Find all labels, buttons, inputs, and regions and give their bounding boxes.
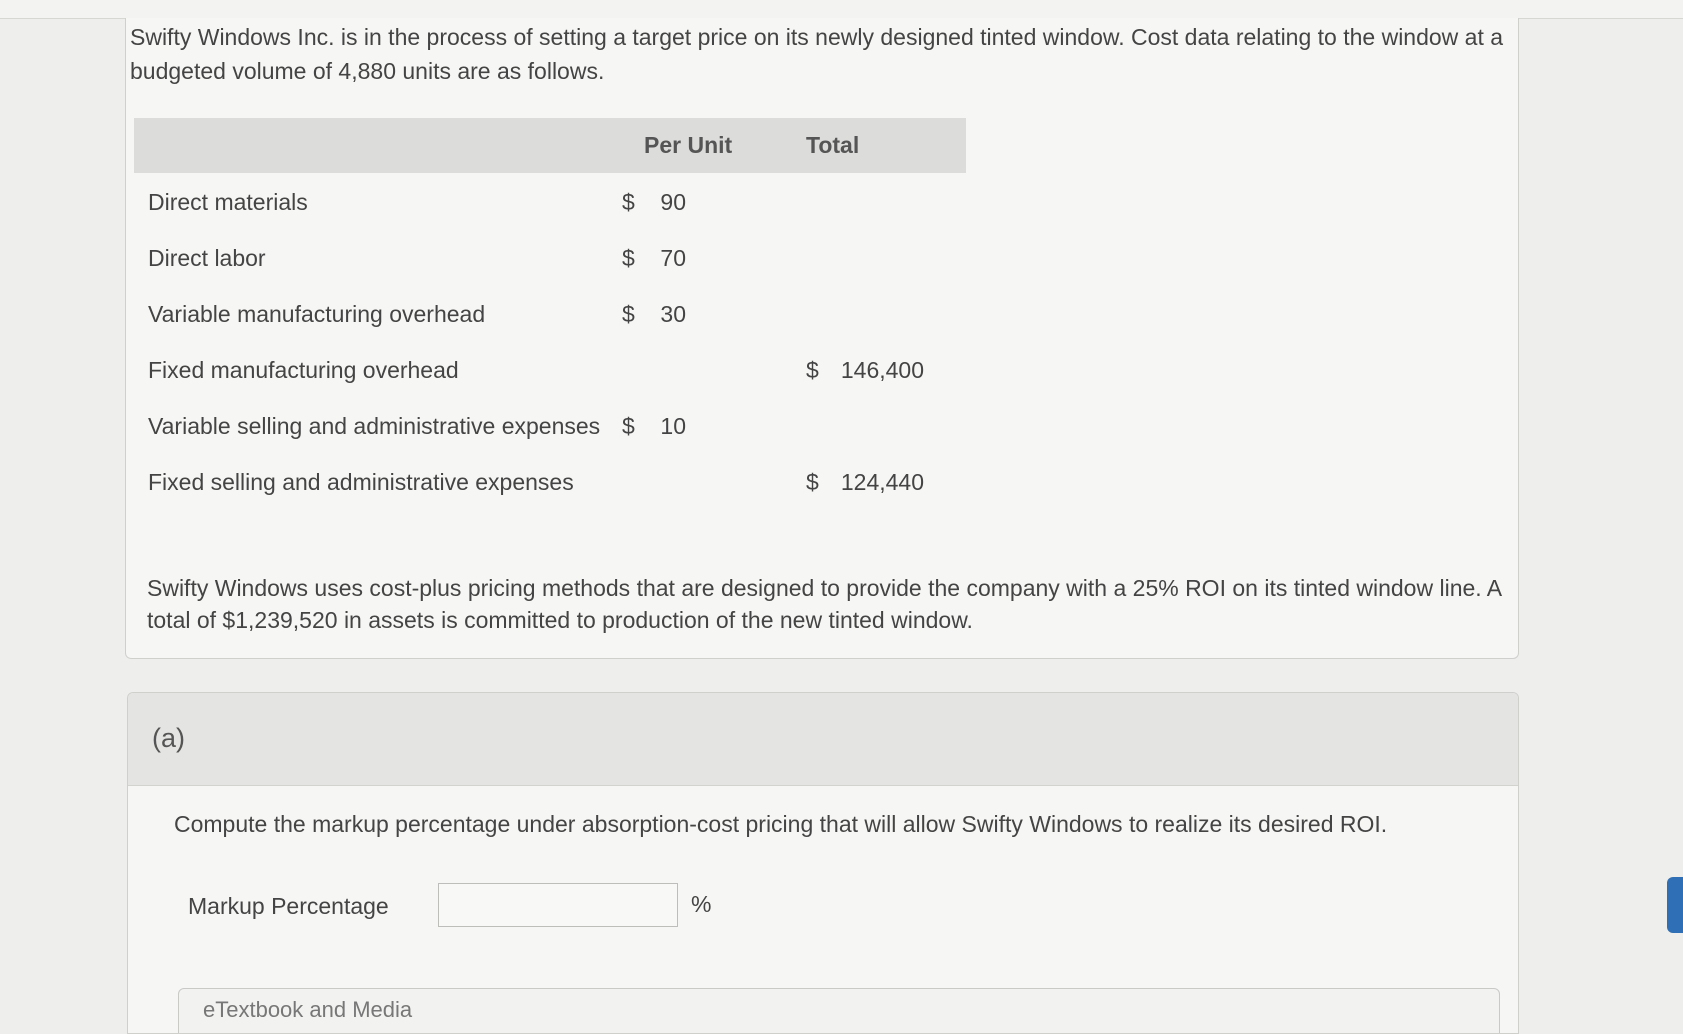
row-label: Variable manufacturing overhead (148, 301, 486, 327)
table-row (134, 173, 966, 229)
column-header-total: Total (806, 132, 860, 158)
row-label: Variable selling and administrative expenses (148, 413, 601, 439)
per-unit-value: 30 (660, 301, 686, 327)
part-a-header (128, 693, 1518, 786)
percent-unit: % (691, 891, 712, 917)
row-label: Direct materials (148, 189, 308, 215)
per-unit-currency: $ (622, 413, 635, 439)
table-header (134, 118, 966, 173)
per-unit-value: 10 (660, 413, 686, 439)
table-row (134, 453, 966, 509)
row-label: Direct labor (148, 245, 266, 271)
problem-intro: Swifty Windows Inc. is in the process of setting a target price on its newly designed tinted window. Cost data relating to the window at a budgeted volume of 4,880 units are as follows. (130, 24, 1504, 84)
total-currency: $ (806, 357, 819, 383)
etextbook-media-label: eTextbook and Media (203, 997, 413, 1022)
side-panel-button[interactable] (1667, 877, 1683, 933)
markup-percentage-input[interactable] (438, 883, 678, 927)
row-label: Fixed selling and administrative expenses (148, 469, 574, 495)
per-unit-currency: $ (622, 301, 635, 327)
question-text: Compute the markup percentage under absorption-cost pricing that will allow Swifty Windows to realize its desired ROI. (174, 811, 1388, 837)
roi-description: Swifty Windows uses cost-plus pricing methods that are designed to provide the company with a 25% ROI on its tinted window line. A total of $1,239,520 in assets is committed to production of the new tinted window. (147, 575, 1501, 633)
per-unit-value: 70 (660, 245, 686, 271)
per-unit-currency: $ (622, 189, 635, 215)
total-value: 146,400 (840, 357, 924, 383)
etextbook-media-tab[interactable] (178, 988, 1500, 1034)
table-row (134, 397, 966, 453)
part-a-card (127, 692, 1519, 1034)
table-row (134, 229, 966, 285)
table-row (134, 341, 966, 397)
total-currency: $ (806, 469, 819, 495)
part-label: (a) (152, 723, 185, 753)
per-unit-currency: $ (622, 245, 635, 271)
per-unit-value: 90 (660, 189, 686, 215)
table-row (134, 285, 966, 341)
total-value: 124,440 (840, 469, 924, 495)
top-strip (0, 0, 1683, 19)
row-label: Fixed manufacturing overhead (148, 357, 459, 383)
cost-data-table (134, 118, 966, 509)
column-header-per-unit: Per Unit (644, 132, 733, 158)
markup-percentage-label: Markup Percentage (188, 893, 389, 919)
